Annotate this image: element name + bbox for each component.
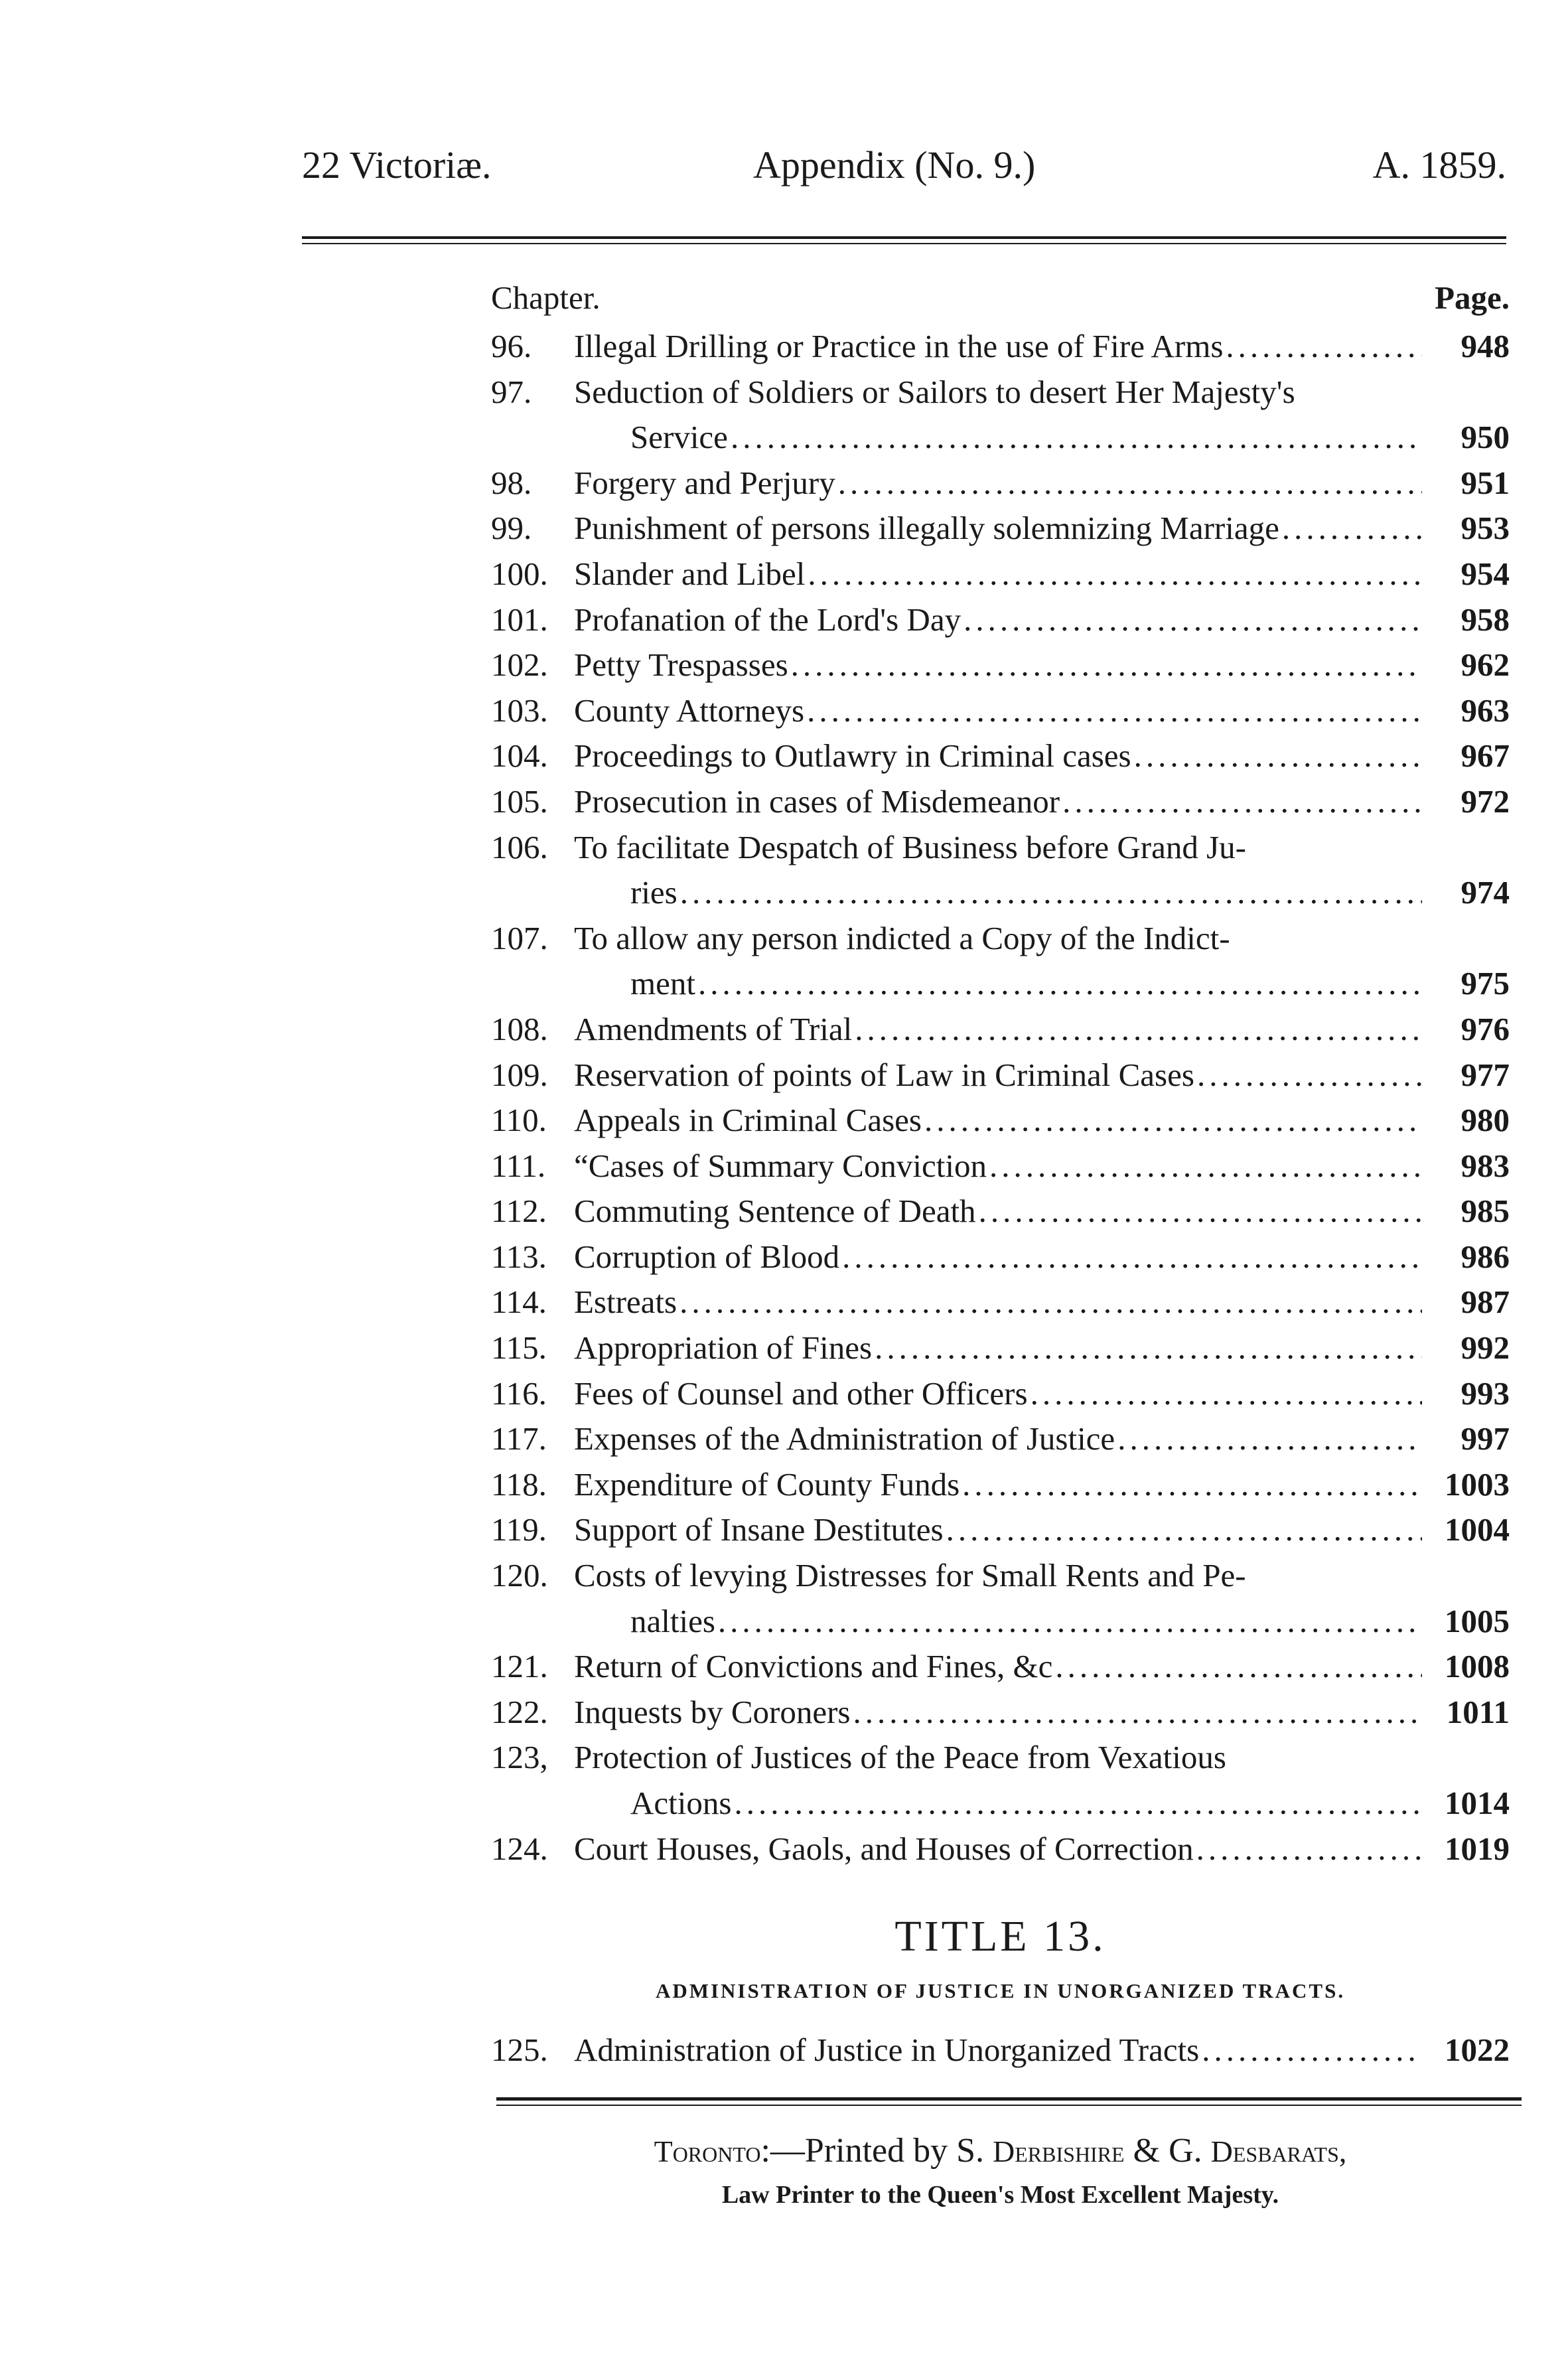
chapter-number: 100. [491,555,548,592]
chapter-title: ries [630,874,677,911]
chapter-number: 109. [491,1056,548,1093]
contents-entry [491,1644,1510,1690]
header-appendix-number: Appendix (No. 9.) [753,143,1036,186]
chapter-number: 104. [491,737,548,775]
contents-entry [491,1553,1510,1644]
chapter-title: To facilitate Despatch of Business before Grand Ju- [574,828,1246,865]
page-number: 977 [1461,1056,1510,1093]
leader-dots [1282,506,1422,552]
imprint-ampersand: & [1133,2132,1161,2170]
chapter-title: Illegal Drilling or Practice in the use of Fire Arms [574,328,1224,364]
leader-dots [698,961,1422,1007]
leader-dots [1031,1371,1422,1417]
page-number: 1004 [1445,1511,1510,1548]
page-number: 967 [1461,737,1510,775]
entry-line [491,324,1510,370]
page-number: 954 [1461,555,1510,592]
entry-line [491,1325,1510,1371]
leader-dots [1134,733,1422,779]
entry-continuation-line [491,415,1510,461]
page-number: 972 [1461,782,1510,820]
entry-line [491,1144,1510,1189]
chapter-number: 123, [491,1739,548,1776]
running-header [302,143,1506,202]
contents-entry [491,324,1510,370]
entry-line [491,506,1510,552]
chapter-number: 102. [491,646,548,684]
contents-entry [491,1007,1510,1053]
contents-entry [491,1189,1510,1234]
leader-dots [1197,1053,1422,1098]
chapter-title: Appropriation of Fines [574,1329,873,1367]
chapter-title: Estreats [574,1284,677,1321]
chapter-number: 96. [491,328,532,364]
page-number: 951 [1461,464,1510,501]
chapter-title: Expenses of the Administration of Justice [574,1420,1115,1457]
chapter-title: Actions [630,1785,732,1821]
chapter-title: County Attorneys [574,692,805,729]
contents-entry [491,1416,1510,1462]
chapter-title: Petty Trespasses [574,646,788,684]
contents-entry [491,370,1510,461]
ditto-mark: “ [574,1147,589,1184]
contents-entry [491,779,1510,825]
table-of-contents [491,279,1510,1872]
imprint-line-2: Law Printer to the Queen's Most Excellent Majesty. [721,2181,1279,2209]
chapter-number: 119. [491,1511,547,1548]
leader-dots [1062,779,1422,825]
chapter-number: 124. [491,1830,548,1867]
contents-entry [491,688,1510,734]
entry-line [491,1690,1510,1736]
chapter-title: Return of Convictions and Fines, &c [574,1648,1053,1685]
entry-line [491,1098,1510,1144]
entry-line [491,779,1510,825]
leader-dots [838,461,1422,506]
entry-line [491,1462,1510,1508]
chapter-title: Support of Insane Destitutes [574,1511,944,1548]
leader-dots [1196,1826,1422,1872]
page-number: 1011 [1446,1693,1510,1730]
contents-entry [491,1371,1510,1417]
chapter-title: Service [630,419,728,456]
contents-entry [491,1098,1510,1144]
entry-line [491,1007,1510,1053]
entry-line [491,1280,1510,1325]
chapter-title: Protection of Justices of the Peace from Vexatious [574,1739,1226,1776]
contents-entry [491,825,1510,916]
page-number: 975 [1461,965,1510,1002]
leader-dots [1055,1644,1422,1690]
chapter-number: 105. [491,782,548,820]
chapter-title: ment [630,965,695,1002]
entry-line [491,1371,1510,1417]
contents-entry [491,1144,1510,1189]
contents-column-headers [491,279,1510,324]
page-number: 963 [1461,692,1510,729]
chapter-number: 121. [491,1648,548,1685]
page-number: 953 [1461,510,1510,547]
page-number: 1022 [1445,2032,1510,2068]
chapter-title: nalties [630,1602,715,1639]
chapter-title: Seduction of Soldiers or Sailors to desert Her Majesty's [574,373,1295,410]
chapter-number: 113. [491,1238,547,1275]
contents-entry [491,1234,1510,1280]
entry-line [491,825,1510,871]
leader-dots [791,642,1422,688]
contents-entry [491,1053,1510,1098]
entry-line [491,1234,1510,1280]
entry-continuation-line [491,961,1510,1007]
page-number: 980 [1461,1102,1510,1139]
page-number: 958 [1461,601,1510,638]
contents-entry [491,1507,1510,1553]
title-13-subheading: ADMINISTRATION OF JUSTICE IN UNORGANIZED TRACTS. [655,1979,1346,2002]
leader-dots [946,1507,1422,1553]
leader-dots [855,1007,1422,1053]
header-year: A. 1859. [1372,143,1506,186]
page-number: 1019 [1445,1830,1510,1867]
leader-dots [808,552,1422,597]
chapter-number: 111. [491,1147,546,1184]
chapter-title: Expenditure of County Funds [574,1465,960,1503]
entry-line [491,733,1510,779]
leader-dots [718,1599,1422,1645]
contents-entry [491,642,1510,688]
chapter-number: 117. [491,1420,547,1457]
contents-entry [491,916,1510,1007]
contents-entries [491,324,1510,1872]
chapter-title: Prosecution in cases of Misdemeanor [574,782,1060,820]
entry-continuation-line [491,870,1510,916]
leader-dots [731,415,1422,461]
imprint-city: Toronto [654,2134,761,2168]
leader-dots [807,688,1422,734]
page-number: 993 [1461,1375,1510,1412]
entry-line [491,1053,1510,1098]
chapter-number: 106. [491,828,548,865]
leader-dots [842,1234,1422,1280]
header-regnal-year: 22 Victoriæ. [302,143,492,186]
printer-imprint [491,2127,1510,2215]
chapter-number: 114. [491,1284,547,1321]
leader-dots [989,1144,1422,1189]
chapter-title: Forgery and Perjury [574,464,835,501]
chapter-title: Costs of levying Distresses for Small Rents and Pe- [574,1557,1246,1594]
chapter-title: Reservation of points of Law in Criminal Cases [574,1056,1194,1093]
entry-line [491,688,1510,734]
chapter-number: 103. [491,692,548,729]
chapter-title: Slander and Libel [574,555,806,592]
page-number: 997 [1461,1420,1510,1457]
page-number: 976 [1461,1010,1510,1047]
page-number: 992 [1461,1329,1510,1367]
entry-line [491,1189,1510,1234]
chapter-number: 125. [491,2032,548,2068]
entry-line [491,461,1510,506]
page-number: 962 [1461,646,1510,684]
chapter-number: 122. [491,1693,548,1730]
leader-dots [1202,2028,1422,2073]
contents-entry [491,1325,1510,1371]
chapter-number: 108. [491,1010,548,1047]
page-number: 948 [1461,328,1510,364]
entry-line [491,1416,1510,1462]
chapter-title: Commuting Sentence of Death [574,1193,976,1230]
page-number: 1003 [1445,1465,1510,1503]
chapter-title: To allow any person indicted a Copy of the Indict- [574,919,1230,956]
leader-dots [1117,1416,1422,1462]
chapter-title: Corruption of Blood [574,1238,840,1275]
leader-dots [679,1280,1422,1325]
chapter-column-label: Chapter. [491,279,601,316]
page-number: 1005 [1445,1602,1510,1639]
entry-continuation-line [491,1599,1510,1645]
chapter-title: Inquests by Coroners [574,1693,851,1730]
chapter-number: 99. [491,510,532,547]
chapter-title: Cases of Summary Conviction [588,1147,987,1184]
chapter-number: 97. [491,373,532,410]
page-number: 987 [1461,1284,1510,1321]
title-13-heading: TITLE 13. [894,1912,1106,1961]
page-number: 1014 [1445,1785,1510,1821]
contents-entry [491,1826,1510,1872]
title-13-entry [491,2028,1510,2073]
entry-line [491,1553,1510,1599]
chapter-title: Profanation of the Lord's Day [574,601,962,638]
chapter-title: Proceedings to Outlawry in Criminal cases [574,737,1131,775]
imprint-initial: G. [1169,2132,1202,2170]
leader-dots [979,1189,1422,1234]
contents-entry [491,506,1510,552]
chapter-title: Punishment of persons illegally solemnizing Marriage [574,510,1279,547]
chapter-number: 110. [491,1102,547,1139]
header-rule [302,236,1506,244]
page-number: 986 [1461,1238,1510,1275]
chapter-number: 116. [491,1375,547,1412]
entry-line [491,552,1510,597]
chapter-number: 120. [491,1557,548,1594]
page-column-label: Page. [1435,279,1510,316]
leader-dots [680,870,1422,916]
entry-continuation-line [491,1781,1510,1826]
entry-line [491,1826,1510,1872]
contents-entry [491,1462,1510,1508]
imprint-printer-2: Desbarats, [1210,2134,1347,2168]
entry-line [491,370,1510,415]
entry-line [491,597,1510,643]
chapter-number: 107. [491,919,548,956]
leader-dots [962,1462,1422,1508]
footer-rule [496,2097,1522,2106]
entry-line [491,916,1510,962]
chapter-title: Amendments of Trial [574,1010,853,1047]
chapter-number: 118. [491,1465,547,1503]
page-number: 1008 [1445,1648,1510,1685]
chapter-number: 98. [491,464,532,501]
imprint-printed-by: :—Printed by S. [760,2132,985,2170]
chapter-number: 112. [491,1193,547,1230]
leader-dots [1226,324,1422,370]
page-number: 985 [1461,1193,1510,1230]
leader-dots [924,1098,1422,1144]
leader-dots [875,1325,1422,1371]
page-number: 974 [1461,874,1510,911]
leader-dots [853,1690,1422,1736]
contents-entry [491,552,1510,597]
page-number: 983 [1461,1147,1510,1184]
entry-line [491,642,1510,688]
chapter-title: Fees of Counsel and other Officers [574,1375,1028,1412]
chapter-number: 101. [491,601,548,638]
imprint-printer-1: Derbishire [993,2134,1125,2168]
contents-entry [491,461,1510,506]
entry-line [491,1507,1510,1553]
chapter-title: Administration of Justice in Unorganized Tracts [574,2032,1200,2068]
contents-entry [491,733,1510,779]
contents-entry [491,1735,1510,1826]
entry-line [491,1644,1510,1690]
chapter-title: Court Houses, Gaols, and Houses of Correction [574,1830,1194,1867]
imprint-line-1 [491,2127,1510,2175]
leader-dots [963,597,1422,643]
chapter-title: Appeals in Criminal Cases [574,1102,922,1139]
entry-line [491,1735,1510,1781]
contents-entry [491,1280,1510,1325]
chapter-number: 115. [491,1329,547,1367]
contents-entry [491,1690,1510,1736]
contents-entry [491,597,1510,643]
leader-dots [734,1781,1422,1826]
page-number: 950 [1461,419,1510,456]
